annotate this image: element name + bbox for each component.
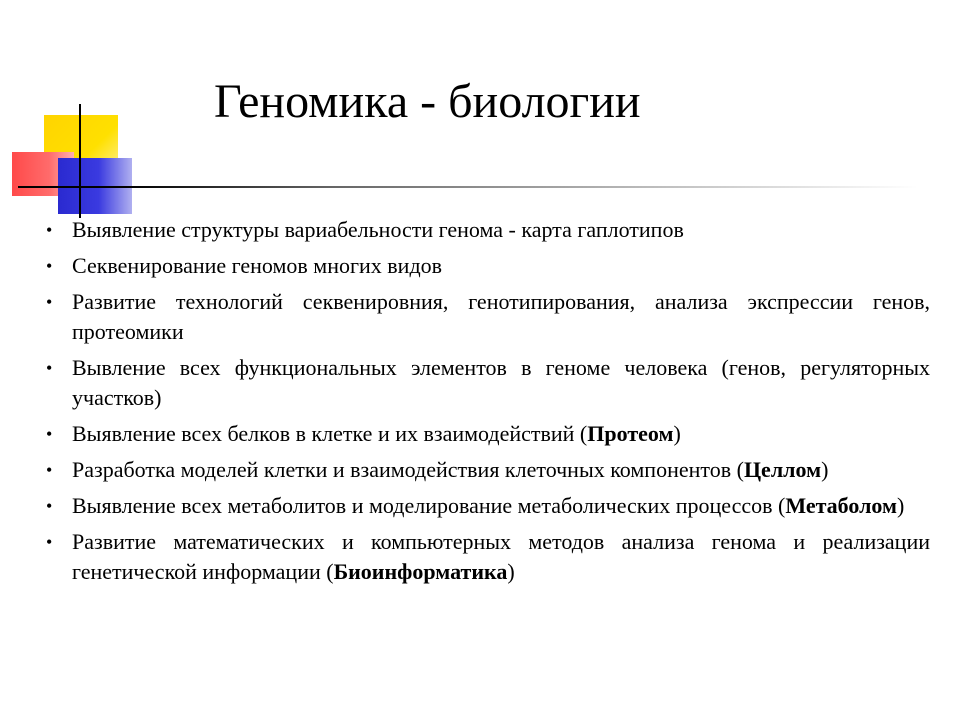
- bullet-term: Целлом: [743, 457, 822, 482]
- bullet-item-8: [44, 527, 930, 587]
- bullet-text-close: ): [673, 421, 681, 446]
- bullet-item-2: [44, 251, 930, 281]
- bullet-text: Вывление всех функциональных элементов в геноме человека (генов, регуляторных участков): [72, 355, 930, 410]
- bullet-list: [44, 215, 930, 593]
- bullet-icon: •: [46, 496, 53, 516]
- bullet-icon: •: [46, 460, 53, 480]
- bullet-text-close: ): [897, 493, 905, 518]
- bullet-icon: •: [46, 256, 53, 276]
- bullet-item-1: [44, 215, 930, 245]
- bullet-text: Секвенирование геномов многих видов: [72, 253, 443, 278]
- bullet-item-3: [44, 287, 930, 347]
- bullet-text: Развитие математических и компьютерных методов анализа генома и реализации генетической информации (: [72, 529, 930, 584]
- bullet-item-5: [44, 419, 930, 449]
- bullet-term: Биоинформатика: [333, 559, 508, 584]
- bullet-icon: •: [46, 220, 53, 240]
- bullet-text-close: ): [507, 559, 515, 584]
- bullet-text: Выявление всех метаболитов и моделирование метаболических процессов (: [72, 493, 786, 518]
- bullet-text: Развитие технологий секвенировния, генотипирования, анализа экспрессии генов, протеомики: [72, 289, 930, 344]
- bullet-term: Протеом: [587, 421, 674, 446]
- bullet-icon: •: [46, 358, 53, 378]
- bullet-item-7: [44, 491, 930, 521]
- slide-title: Геномика - биологии: [214, 75, 641, 128]
- bullet-item-6: [44, 455, 930, 485]
- bullet-term: Метаболом: [785, 493, 897, 518]
- bullet-icon: •: [46, 532, 53, 552]
- title-underline: [18, 186, 918, 188]
- bullet-text: Выявление всех белков в клетке и их взаимодействий (: [72, 421, 588, 446]
- bullet-icon: •: [46, 424, 53, 444]
- vertical-rule: [79, 104, 81, 218]
- bullet-text: Разработка моделей клетки и взаимодействия клеточных компонентов (: [72, 457, 744, 482]
- bullet-item-4: [44, 353, 930, 413]
- bullet-text: Выявление структуры вариабельности генома - карта гаплотипов: [72, 217, 684, 242]
- bullet-text-close: ): [821, 457, 829, 482]
- bullet-icon: •: [46, 292, 53, 312]
